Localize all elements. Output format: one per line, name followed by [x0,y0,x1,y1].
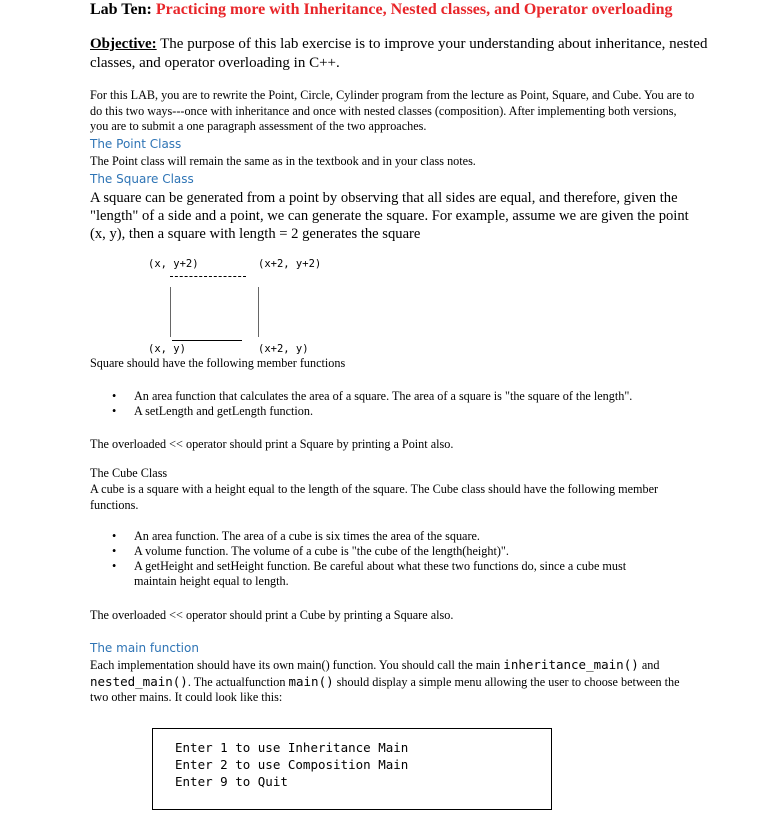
diagram-bottom-edge [172,340,242,341]
main-text-part-2: and [641,658,660,672]
document-title [90,0,673,20]
point-class-heading: The Point Class [90,137,182,151]
square-class-heading: The Square Class [90,172,194,186]
objective-paragraph [90,35,710,73]
code-main: main() [288,673,334,689]
menu-line-1: Enter 1 to use Inheritance Main [175,740,409,755]
diagram-top-right-label: (x+2, y+2) [258,258,322,270]
menu-line-3: Enter 9 to Quit [175,774,288,789]
title-prefix: Lab Ten: [90,1,156,18]
main-function-text [90,657,690,706]
list-item: • An area function that calculates the area of a square. The area of a square is "the square of the length". [112,389,669,404]
objective-text: The purpose of this lab exercise is to improve your understanding about inheritance, nested classes, and operator overloading in C++. [90,36,708,71]
square-class-text: A square can be generated from a point by observing that all sides are equal, and therefore, given the "length" of a side and a point, we can generate the square. For example, assume we are given the point (x, y), then a square with length = 2 generates the square [90,190,689,242]
diagram-top-left-label: (x, y+2) [148,258,199,270]
main-function-heading: The main function [90,641,199,655]
square-members-intro: Square should have the following member functions [90,356,346,370]
diagram-top-edge [170,276,246,277]
list-item: • A setLength and getLength function. [112,404,669,419]
diagram-left-edge [170,287,171,337]
diagram-bottom-right-label: (x+2, y) [258,343,309,355]
objective-label: Objective: [90,36,157,52]
cube-member-list [112,529,669,589]
list-item: • A volume function. The volume of a cube is "the cube of the length(height)". [112,544,669,559]
list-item: • A getHeight and setHeight function. Be careful about what these two functions do, since a cube must maintain height equal to length. [112,559,669,589]
menu-line-2: Enter 2 to use Composition Main [175,757,409,772]
point-class-text: The Point class will remain the same as in the textbook and in your class notes. [90,154,476,168]
main-text-part-3: . The actualfunction [187,674,289,689]
menu-example-box [152,728,552,810]
square-member-list [112,389,669,419]
intro-paragraph: For this LAB, you are to rewrite the Point, Circle, Cylinder program from the lecture as Point, Square, and Cube. You are to do this two ways---once with inheritance and once with nested classes (composition). After implementing both versions, you are to submit a one paragraph assessment of the two approaches. [90,88,695,133]
list-item: • An area function. The area of a cube is six times the area of the square. [112,529,669,544]
code-nested-main: nested_main() [90,673,188,689]
main-text-part-1: Each implementation should have its own main() function. You should call the main [90,658,504,672]
diagram-bottom-left-label: (x, y) [148,343,186,355]
cube-class-heading: The Cube Class [90,466,168,480]
cube-overload-note: The overloaded << operator should print a Cube by printing a Square also. [90,608,454,622]
cube-class-text: A cube is a square with a height equal to the length of the square. The Cube class should have the following member functions. [90,482,659,512]
main-text-part-4: should display a simple menu allowing the user to choose between the two other mains. It could look like this: [90,674,680,704]
diagram-right-edge [258,287,259,337]
code-inheritance-main: inheritance_main() [503,657,639,672]
square-overload-note: The overloaded << operator should print a Square by printing a Point also. [90,437,454,451]
title-main: Practicing more with Inheritance, Nested classes, and Operator overloading [155,1,673,18]
